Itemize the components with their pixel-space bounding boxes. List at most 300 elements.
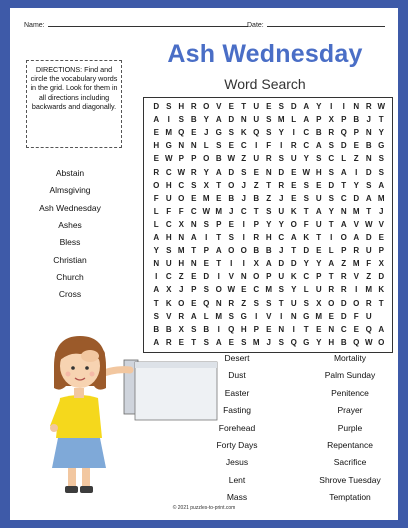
grid-letter: M <box>202 193 210 203</box>
name-label: Name: <box>24 22 45 29</box>
word-list-item: Penitence <box>331 387 369 398</box>
grid-letter: Y <box>316 259 322 269</box>
grid-letter: B <box>353 115 360 125</box>
grid-letter: Z <box>178 272 184 282</box>
grid-letter: E <box>241 285 247 295</box>
grid-letter: S <box>253 298 259 308</box>
grid-letter: T <box>266 180 272 190</box>
grid-letter: N <box>190 259 197 269</box>
grid-letter: S <box>166 102 172 111</box>
grid-letter: V <box>216 102 222 111</box>
grid-letter: D <box>278 259 285 269</box>
grid-letter: R <box>290 141 297 151</box>
grid-letter: S <box>278 102 284 111</box>
grid-letter: O <box>378 337 385 347</box>
grid-letter: I <box>242 259 245 269</box>
grid-letter: S <box>303 298 309 308</box>
grid-letter: P <box>253 219 259 229</box>
grid-letter: J <box>366 115 371 125</box>
grid-letter: E <box>191 272 197 282</box>
grid-letter: I <box>242 233 245 242</box>
page-subtitle: Word Search <box>224 76 306 92</box>
grid-letter: W <box>177 167 186 177</box>
grid-letter: P <box>378 246 384 256</box>
grid-letter: Y <box>353 180 359 190</box>
grid-letter: A <box>153 115 160 125</box>
grid-letter: K <box>290 206 297 216</box>
grid-letter: E <box>228 337 234 347</box>
grid-letter: N <box>240 115 247 125</box>
grid-letter: U <box>253 102 260 111</box>
grid-letter: T <box>153 298 159 308</box>
grid-letter: N <box>265 167 272 177</box>
grid-letter: J <box>379 206 384 216</box>
grid-letter: A <box>190 233 197 242</box>
grid-letter: A <box>328 259 335 269</box>
grid-letter: X <box>316 298 322 308</box>
grid-letter: J <box>204 128 209 138</box>
grid-letter: E <box>203 259 209 269</box>
grid-letter: T <box>303 206 309 216</box>
grid-letter: P <box>178 154 184 164</box>
grid-letter: J <box>229 206 234 216</box>
grid-letter: Q <box>353 337 360 347</box>
grid-letter: P <box>316 115 322 125</box>
grid-letter: U <box>253 115 260 125</box>
grid-letter: N <box>153 259 160 269</box>
grid-letter: T <box>341 180 347 190</box>
grid-letter: W <box>227 154 236 164</box>
grid-letter: V <box>228 272 234 282</box>
grid-letter: K <box>290 272 297 282</box>
grid-letter: I <box>242 219 245 229</box>
grid-letter: Z <box>241 298 247 308</box>
grid-letter: L <box>203 311 209 321</box>
grid-letter: A <box>365 193 372 203</box>
grid-letter: T <box>366 206 372 216</box>
grid-letter: G <box>303 337 310 347</box>
grid-letter: V <box>166 311 172 321</box>
grid-letter: S <box>328 141 334 151</box>
grid-letter: Q <box>365 324 372 334</box>
grid-letter: E <box>378 233 384 242</box>
grid-letter: K <box>303 233 310 242</box>
grid-letter: P <box>253 324 259 334</box>
grid-letter: I <box>355 167 358 177</box>
grid-letter: P <box>266 272 272 282</box>
grid-letter: I <box>355 285 358 295</box>
grid-letter: A <box>190 311 197 321</box>
grid-letter: R <box>153 167 160 177</box>
grid-letter: O <box>328 298 335 308</box>
word-list-item: Christian <box>53 254 87 265</box>
grid-letter: H <box>240 324 247 334</box>
grid-letter: S <box>241 167 247 177</box>
grid-letter: P <box>316 272 322 282</box>
grid-letter: L <box>153 219 159 229</box>
grid-letter: N <box>215 298 222 308</box>
grid-letter: N <box>340 206 347 216</box>
grid-letter: Q <box>290 337 297 347</box>
grid-letter: A <box>153 233 160 242</box>
word-list-item: Fasting <box>223 405 251 416</box>
grid-letter: S <box>328 167 334 177</box>
grid-letter: I <box>292 128 295 138</box>
grid-letter: S <box>278 337 284 347</box>
grid-letter: X <box>203 180 209 190</box>
grid-letter: S <box>316 154 322 164</box>
grid-letter: D <box>365 233 372 242</box>
grid-letter: U <box>315 193 322 203</box>
grid-letter: O <box>240 246 247 256</box>
grid-letter: N <box>278 324 285 334</box>
grid-letter: D <box>228 167 235 177</box>
grid-letter: S <box>191 180 197 190</box>
grid-letter: C <box>303 141 310 151</box>
grid-letter: I <box>205 233 208 242</box>
grid-letter: D <box>303 246 310 256</box>
grid-letter: D <box>290 259 297 269</box>
grid-letter: A <box>340 219 347 229</box>
grid-letter: H <box>265 233 272 242</box>
grid-letter: A <box>378 180 385 190</box>
grid-letter: W <box>377 102 386 111</box>
grid-letter: N <box>328 324 335 334</box>
grid-letter: T <box>291 246 297 256</box>
word-list-item: Bless <box>59 237 81 248</box>
grid-letter: O <box>228 246 235 256</box>
word-list-item: Dust <box>228 370 246 381</box>
grid-letter: E <box>291 180 297 190</box>
grid-letter: A <box>153 337 160 347</box>
grid-letter: S <box>278 285 284 295</box>
grid-letter: M <box>365 285 373 295</box>
grid-letter: O <box>178 298 185 308</box>
grid-letter: V <box>353 219 359 229</box>
grid-letter: E <box>328 311 334 321</box>
grid-letter: E <box>353 141 359 151</box>
word-list-item: Purple <box>337 422 363 433</box>
grid-letter: I <box>330 102 333 111</box>
grid-letter: N <box>178 141 185 151</box>
grid-letter: D <box>365 167 372 177</box>
word-list-item: Lent <box>228 474 246 485</box>
grid-letter: X <box>178 324 184 334</box>
grid-letter: C <box>303 272 310 282</box>
grid-letter: S <box>216 141 222 151</box>
word-list-item: Sacrifice <box>333 457 367 468</box>
grid-letter: I <box>330 233 333 242</box>
grid-letter: S <box>203 337 209 347</box>
page-title: Ash Wednesday <box>167 40 363 68</box>
grid-letter: U <box>278 206 285 216</box>
grid-letter: D <box>278 167 285 177</box>
grid-letter: N <box>290 311 297 321</box>
grid-letter: H <box>178 259 185 269</box>
grid-letter: R <box>228 298 235 308</box>
grid-letter: A <box>315 141 322 151</box>
grid-letter: O <box>203 154 210 164</box>
grid-letter: R <box>353 246 360 256</box>
grid-letter: D <box>328 180 335 190</box>
grid-letter: U <box>315 285 322 295</box>
word-list-item: Forehead <box>218 422 256 433</box>
grid-letter: D <box>340 141 347 151</box>
grid-letter: H <box>153 141 160 151</box>
grid-letter: I <box>230 259 233 269</box>
grid-letter: Y <box>316 102 322 111</box>
grid-letter: P <box>216 219 222 229</box>
grid-letter: V <box>353 272 359 282</box>
grid-letter: R <box>340 285 347 295</box>
grid-letter: O <box>178 193 185 203</box>
grid-letter: E <box>153 128 159 138</box>
grid-letter: B <box>165 324 172 334</box>
grid-letter: A <box>340 167 347 177</box>
word-list-item: Cross <box>58 289 82 300</box>
grid-letter: G <box>165 141 172 151</box>
grid-letter: D <box>228 115 235 125</box>
grid-letter: L <box>153 206 159 216</box>
grid-letter: Q <box>203 298 210 308</box>
grid-letter: P <box>341 115 347 125</box>
grid-letter: C <box>303 128 310 138</box>
word-list-item: Jesus <box>225 457 249 468</box>
grid-letter: Z <box>253 180 259 190</box>
grid-letter: E <box>291 193 297 203</box>
grid-letter: A <box>215 246 222 256</box>
grid-letter: M <box>315 311 323 321</box>
grid-letter: E <box>228 219 234 229</box>
grid-letter: K <box>165 298 172 308</box>
grid-letter: T <box>316 233 322 242</box>
word-list-item: Easter <box>224 387 250 398</box>
word-list-item: Mortality <box>333 353 367 363</box>
grid-letter: C <box>278 233 285 242</box>
grid-letter: T <box>241 102 247 111</box>
grid-letter: M <box>277 115 285 125</box>
grid-letter: J <box>241 180 246 190</box>
grid-letter: B <box>203 324 210 334</box>
grid-letter: M <box>165 128 173 138</box>
grid-letter: M <box>265 285 273 295</box>
word-list-item: Repentance <box>327 440 373 450</box>
grid-letter: C <box>340 324 347 334</box>
grid-letter: R <box>365 102 372 111</box>
grid-letter: E <box>191 128 197 138</box>
grid-letter: L <box>291 115 297 125</box>
grid-letter: T <box>378 298 384 308</box>
grid-letter: S <box>191 324 197 334</box>
grid-letter: R <box>365 298 372 308</box>
grid-letter: I <box>292 324 295 334</box>
grid-letter: T <box>278 298 284 308</box>
grid-letter: O <box>203 102 210 111</box>
grid-letter: F <box>366 259 372 269</box>
grid-letter: I <box>217 324 220 334</box>
word-list-item: Abstain <box>55 168 85 178</box>
grid-letter: E <box>178 337 184 347</box>
grid-letter: I <box>217 272 220 282</box>
grid-letter: C <box>253 285 260 295</box>
grid-letter: S <box>153 311 159 321</box>
name-line <box>48 26 248 27</box>
grid-letter: T <box>303 324 309 334</box>
grid-letter: M <box>377 193 385 203</box>
blank-sign <box>124 360 217 420</box>
grid-letter: C <box>190 206 197 216</box>
grid-letter: E <box>316 246 322 256</box>
grid-letter: B <box>315 128 322 138</box>
grid-letter: E <box>353 324 359 334</box>
grid-letter: A <box>215 115 222 125</box>
grid-letter: A <box>265 259 272 269</box>
grid-letter: A <box>378 324 385 334</box>
grid-letter: S <box>266 298 272 308</box>
grid-letter: D <box>153 102 160 111</box>
word-list-item: Ash Wednesday <box>39 202 101 213</box>
word-search-grid <box>143 97 393 353</box>
grid-letter: S <box>303 193 309 203</box>
grid-letter: N <box>178 233 185 242</box>
grid-letter: B <box>253 193 260 203</box>
grid-letter: A <box>290 233 297 242</box>
grid-letter: L <box>203 141 209 151</box>
grid-letter: N <box>190 141 197 151</box>
grid-letter: G <box>215 128 222 138</box>
grid-letter: R <box>340 272 347 282</box>
grid-letter: P <box>191 285 197 295</box>
grid-letter: C <box>240 206 247 216</box>
word-list-item: Desert <box>224 353 250 363</box>
grid-letter: G <box>303 311 310 321</box>
grid-letter: J <box>241 193 246 203</box>
grid-letter: Q <box>340 128 347 138</box>
word-list-item: Mass <box>226 492 248 503</box>
grid-letter: U <box>315 219 322 229</box>
grid-letter: F <box>178 206 184 216</box>
grid-letter: Z <box>353 154 359 164</box>
date-field[interactable] <box>247 22 385 29</box>
grid-letter: E <box>291 167 297 177</box>
grid-letter: Y <box>303 259 309 269</box>
word-list-item: Prayer <box>337 405 363 416</box>
date-label: Date: <box>247 22 264 29</box>
grid-letter: Y <box>316 337 322 347</box>
grid-letter: A <box>303 115 310 125</box>
name-field[interactable] <box>24 22 248 29</box>
grid-letter: Y <box>291 285 297 295</box>
grid-letter: Y <box>328 206 334 216</box>
grid-letter: S <box>178 115 184 125</box>
copyright-footer: © 2021 puzzles-to-print.com <box>172 505 236 511</box>
grid-letter: S <box>203 285 209 295</box>
grid-letter: A <box>315 206 322 216</box>
grid-letter: S <box>366 180 372 190</box>
grid-letter: P <box>341 246 347 256</box>
grid-letter: E <box>266 324 272 334</box>
grid-letter: F <box>353 311 359 321</box>
grid-letter: D <box>353 193 360 203</box>
grid-letter: R <box>278 180 285 190</box>
grid-letter: O <box>228 180 235 190</box>
grid-letter: N <box>365 154 372 164</box>
grid-letter: R <box>190 102 197 111</box>
date-line <box>267 26 385 27</box>
grid-letter: B <box>265 246 272 256</box>
grid-letter: N <box>353 102 360 111</box>
grid-letter: X <box>166 285 172 295</box>
grid-letter: T <box>378 115 384 125</box>
grid-letter: J <box>279 246 284 256</box>
grid-letter: D <box>203 272 210 282</box>
grid-letter: X <box>378 259 384 269</box>
grid-letter: O <box>290 219 297 229</box>
grid-letter: O <box>353 298 360 308</box>
grid-letter: Q <box>253 128 260 138</box>
grid-letter: M <box>215 206 223 216</box>
grid-letter: D <box>340 298 347 308</box>
grid-letter: E <box>216 193 222 203</box>
grid-letter: T <box>216 180 222 190</box>
grid-letter: C <box>165 167 172 177</box>
grid-letter: W <box>364 219 373 229</box>
grid-letter: I <box>280 311 283 321</box>
grid-letter: Y <box>278 128 284 138</box>
worksheet-page <box>10 8 398 520</box>
grid-letter: Y <box>266 219 272 229</box>
grid-letter: T <box>328 272 334 282</box>
grid-letter: B <box>153 324 160 334</box>
grid-letter: O <box>153 180 160 190</box>
word-list-item: Palm Sunday <box>324 370 376 381</box>
grid-letter: R <box>178 311 185 321</box>
grid-letter: S <box>203 219 209 229</box>
grid-letter: G <box>378 141 385 151</box>
grid-letter: U <box>290 154 297 164</box>
grid-letter: U <box>290 298 297 308</box>
grid-letter: B <box>215 154 222 164</box>
grid-letter: Y <box>153 246 159 256</box>
grid-letter: A <box>215 337 222 347</box>
grid-letter: C <box>340 193 347 203</box>
grid-letter: F <box>303 219 309 229</box>
grid-letter: S <box>266 115 272 125</box>
grid-letter: W <box>364 337 373 347</box>
grid-letter: M <box>252 337 260 347</box>
grid-letter: R <box>328 128 335 138</box>
grid-letter: S <box>378 167 384 177</box>
grid-letter: C <box>178 180 185 190</box>
grid-letter: F <box>266 141 272 151</box>
grid-letter: M <box>215 311 223 321</box>
grid-letter: C <box>240 141 247 151</box>
grid-letter: S <box>228 128 234 138</box>
grid-letter: A <box>353 233 360 242</box>
grid-letter: D <box>290 102 297 111</box>
grid-letter: U <box>278 272 285 282</box>
grid-letter: J <box>266 337 271 347</box>
grid-letter: A <box>153 285 160 295</box>
grid-letter: H <box>178 102 185 111</box>
grid-letter: W <box>227 285 236 295</box>
grid-letter: I <box>342 102 345 111</box>
grid-letter: P <box>353 128 359 138</box>
grid-letter: O <box>253 272 260 282</box>
grid-letter: J <box>179 285 184 295</box>
grid-letter: B <box>190 115 197 125</box>
grid-letter: N <box>190 219 197 229</box>
